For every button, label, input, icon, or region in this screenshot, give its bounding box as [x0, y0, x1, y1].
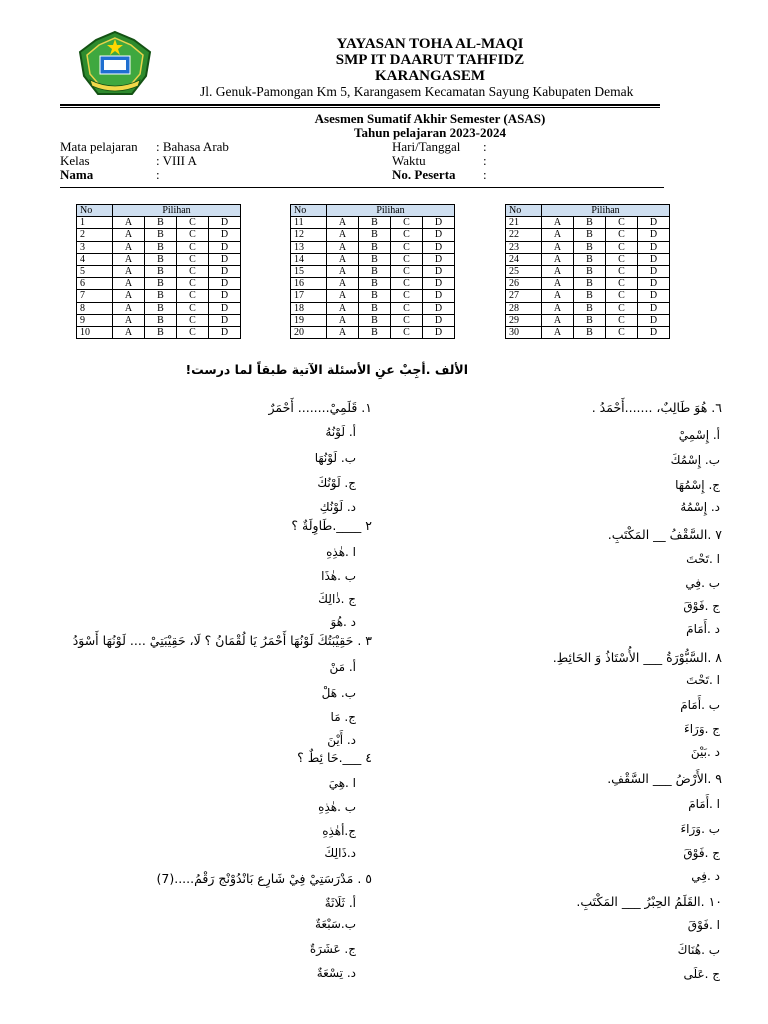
answer-row: [506, 302, 670, 314]
answer-option-d[interactable]: D: [209, 326, 241, 338]
question-10-option[interactable]: ب .هُنَاكَ: [677, 943, 720, 957]
answer-option-b[interactable]: B: [145, 229, 177, 241]
answer-option-a[interactable]: A: [542, 314, 574, 326]
question-7-option[interactable]: ج .فَوْقَ: [683, 599, 720, 613]
answer-option-b[interactable]: B: [145, 326, 177, 338]
answer-option-a[interactable]: A: [113, 278, 145, 290]
answer-option-b[interactable]: B: [145, 302, 177, 314]
answer-option-a[interactable]: A: [542, 290, 574, 302]
question-6-option[interactable]: أ. إِسْمِيْ: [678, 428, 720, 442]
question-9-option[interactable]: ا .أَمَامَ: [688, 797, 720, 811]
question-5-option[interactable]: ب.سَبْعَةٌ: [314, 917, 356, 931]
answer-number: 16: [291, 278, 327, 290]
answer-option-d[interactable]: D: [209, 290, 241, 302]
question-9-option[interactable]: ج .فَوْقَ: [683, 846, 720, 860]
answer-option-d[interactable]: D: [209, 314, 241, 326]
answer-option-d[interactable]: D: [423, 302, 455, 314]
answer-option-a[interactable]: A: [542, 265, 574, 277]
answer-row: [291, 265, 455, 277]
school-logo: [76, 30, 154, 100]
answer-number: 25: [506, 265, 542, 277]
answer-option-a[interactable]: A: [542, 278, 574, 290]
answer-option-d[interactable]: D: [423, 229, 455, 241]
answer-option-d[interactable]: D: [209, 265, 241, 277]
answer-row: [77, 265, 241, 277]
question-2: ٢ ____.طَاوِلَةٌ ؟: [291, 518, 372, 533]
answer-row: [291, 326, 455, 338]
answer-option-d[interactable]: D: [423, 278, 455, 290]
answer-row: [77, 217, 241, 229]
answer-number: 30: [506, 326, 542, 338]
time-label: Waktu: [392, 153, 426, 168]
question-2-option[interactable]: ج .ذٰالِكَ: [318, 592, 356, 606]
exam-title: Asesmen Sumatif Akhir Semester (ASAS): [314, 111, 546, 126]
answer-number: 13: [291, 241, 327, 253]
question-10-option[interactable]: ج .عَلَى: [683, 967, 720, 981]
answer-option-a[interactable]: A: [327, 253, 359, 265]
answer-option-c[interactable]: C: [391, 265, 423, 277]
question-10: ١٠ .القَلَمُ الحِبْرُ ___ المَكْتَبِ.: [576, 894, 722, 909]
question-6-option[interactable]: ب. إِسْمُكَ: [670, 453, 720, 467]
question-3-option[interactable]: أ. مَنْ: [329, 660, 356, 674]
answer-row: [506, 314, 670, 326]
answer-option-a[interactable]: A: [113, 229, 145, 241]
answer-number: 21: [506, 217, 542, 229]
question-3-option[interactable]: د. أَيْنَ: [327, 733, 356, 747]
answer-option-d[interactable]: D: [638, 326, 670, 338]
answer-option-b[interactable]: B: [574, 229, 606, 241]
answer-option-b[interactable]: B: [359, 217, 391, 229]
answer-option-b[interactable]: B: [359, 241, 391, 253]
answer-option-a[interactable]: A: [327, 314, 359, 326]
answer-number: 22: [506, 229, 542, 241]
question-6-option[interactable]: د. إِسْمُهُ: [680, 500, 720, 514]
answer-option-c[interactable]: C: [177, 217, 209, 229]
answer-option-a[interactable]: A: [542, 253, 574, 265]
question-5-option[interactable]: د. تِسْعَةٌ: [316, 966, 356, 980]
participant-label: No. Peserta: [392, 167, 456, 182]
question-1-option[interactable]: ج. لَوْنُكَ: [317, 476, 356, 490]
col-no-header: No: [506, 205, 542, 217]
question-3: ٣ . حَقِيْبَتُكَ لَوْنُهَا أَحْمَرُ يَا لُقْمَانُ ؟ لَا، حَقِيْبَتِيْ .... لَوْنُهَا أَسْوَدُ: [72, 633, 372, 648]
answer-option-c[interactable]: C: [177, 290, 209, 302]
answer-option-c[interactable]: C: [391, 229, 423, 241]
answer-row: [77, 229, 241, 241]
answer-option-b[interactable]: B: [359, 265, 391, 277]
answer-option-a[interactable]: A: [327, 278, 359, 290]
answer-option-b[interactable]: B: [145, 314, 177, 326]
answer-option-d[interactable]: D: [209, 229, 241, 241]
answer-number: 8: [77, 302, 113, 314]
answer-row: [291, 253, 455, 265]
answer-option-c[interactable]: C: [177, 326, 209, 338]
answer-option-c[interactable]: C: [177, 229, 209, 241]
answer-option-b[interactable]: B: [145, 290, 177, 302]
answer-option-b[interactable]: B: [574, 302, 606, 314]
answer-option-d[interactable]: D: [638, 278, 670, 290]
answer-option-b[interactable]: B: [574, 278, 606, 290]
instruction: الألف .أجِبْ عنِ الأسئلة الآتية طبقاً لما درست!: [185, 362, 468, 377]
answer-number: 27: [506, 290, 542, 302]
answer-option-c[interactable]: C: [391, 278, 423, 290]
answer-option-c[interactable]: C: [391, 241, 423, 253]
answer-option-d[interactable]: D: [423, 241, 455, 253]
answer-option-b[interactable]: B: [574, 217, 606, 229]
question-9-option[interactable]: ب .وَرَاءَ: [680, 822, 720, 836]
question-7-option[interactable]: ا .تَحْتَ: [686, 552, 720, 566]
answer-row: [77, 326, 241, 338]
col-no-header: No: [291, 205, 327, 217]
answer-option-c[interactable]: C: [391, 217, 423, 229]
answer-option-d[interactable]: D: [638, 265, 670, 277]
answer-option-a[interactable]: A: [113, 290, 145, 302]
answer-option-a[interactable]: A: [327, 290, 359, 302]
question-3-option[interactable]: ب. هَلْ: [321, 686, 356, 700]
answer-option-c[interactable]: C: [606, 278, 638, 290]
question-6-option[interactable]: ج. إِسْمُهَا: [675, 478, 720, 492]
answer-option-b[interactable]: B: [574, 314, 606, 326]
question-1-option[interactable]: ب. لَوْنُهَا: [314, 451, 356, 465]
answer-option-d[interactable]: D: [423, 290, 455, 302]
answer-option-a[interactable]: A: [327, 265, 359, 277]
answer-row: [506, 326, 670, 338]
answer-row: [506, 241, 670, 253]
answer-option-d[interactable]: D: [209, 217, 241, 229]
answer-number: 11: [291, 217, 327, 229]
answer-number: 12: [291, 229, 327, 241]
answer-option-a[interactable]: A: [327, 229, 359, 241]
answer-number: 29: [506, 314, 542, 326]
answer-option-b[interactable]: B: [574, 253, 606, 265]
name-label: Nama: [60, 167, 94, 182]
answer-option-b[interactable]: B: [359, 326, 391, 338]
exam-year: Tahun pelajaran 2023-2024: [354, 125, 506, 140]
answer-option-d[interactable]: D: [638, 290, 670, 302]
answer-option-a[interactable]: A: [113, 241, 145, 253]
question-4-option[interactable]: ا .هِيَ: [328, 776, 356, 790]
answer-option-b[interactable]: B: [145, 253, 177, 265]
answer-option-a[interactable]: A: [113, 253, 145, 265]
answer-option-a[interactable]: A: [113, 217, 145, 229]
answer-option-d[interactable]: D: [638, 241, 670, 253]
answer-option-a[interactable]: A: [327, 302, 359, 314]
answer-option-c[interactable]: C: [177, 241, 209, 253]
question-8-option[interactable]: ا .تَحْتَ: [686, 673, 720, 687]
answer-option-a[interactable]: A: [113, 326, 145, 338]
question-2-option[interactable]: ب .هٰذَا: [321, 569, 356, 583]
subject-label: Mata pelajaran: [60, 139, 138, 154]
answer-row: [506, 278, 670, 290]
answer-number: 3: [77, 241, 113, 253]
answer-option-a[interactable]: A: [113, 314, 145, 326]
answer-option-b[interactable]: B: [359, 229, 391, 241]
answer-option-c[interactable]: C: [177, 278, 209, 290]
answer-row: [506, 265, 670, 277]
answer-number: 14: [291, 253, 327, 265]
answer-option-b[interactable]: B: [359, 302, 391, 314]
col-choice-header: Pilihan: [113, 205, 241, 217]
foundation-name: YAYASAN TOHA AL-MAQI: [336, 36, 524, 52]
answer-option-a[interactable]: A: [327, 241, 359, 253]
name-value[interactable]: :: [156, 167, 160, 182]
answer-option-a[interactable]: A: [542, 326, 574, 338]
answer-row: [77, 302, 241, 314]
answer-option-d[interactable]: D: [638, 302, 670, 314]
answer-option-a[interactable]: A: [113, 265, 145, 277]
answer-row: [77, 290, 241, 302]
question-10-option[interactable]: ا .فَوْقَ: [687, 918, 720, 932]
answer-row: [506, 229, 670, 241]
answer-option-b[interactable]: B: [359, 314, 391, 326]
subject-value: : Bahasa Arab: [156, 139, 229, 154]
answer-number: 4: [77, 253, 113, 265]
answer-number: 17: [291, 290, 327, 302]
answer-table-3: [505, 204, 670, 339]
answer-option-b[interactable]: B: [145, 241, 177, 253]
answer-number: 15: [291, 265, 327, 277]
question-5-option[interactable]: ج. عَشَرَةٌ: [309, 942, 356, 956]
answer-option-c[interactable]: C: [606, 314, 638, 326]
answer-option-a[interactable]: A: [542, 302, 574, 314]
answer-row: [291, 278, 455, 290]
answer-option-b[interactable]: B: [359, 278, 391, 290]
answer-option-b[interactable]: B: [145, 265, 177, 277]
answer-row: [291, 241, 455, 253]
answer-row: [291, 290, 455, 302]
header-divider-thin: [60, 107, 660, 108]
answer-option-b[interactable]: B: [145, 278, 177, 290]
answer-option-d[interactable]: D: [423, 314, 455, 326]
answer-option-b[interactable]: B: [574, 326, 606, 338]
answer-option-c[interactable]: C: [606, 326, 638, 338]
answer-option-b[interactable]: B: [359, 290, 391, 302]
answer-table-2: [290, 204, 455, 339]
answer-row: [77, 253, 241, 265]
answer-option-d[interactable]: D: [638, 314, 670, 326]
answer-number: 23: [506, 241, 542, 253]
question-1-option[interactable]: أ. لَوْنُهُ: [325, 425, 356, 439]
answer-option-c[interactable]: C: [606, 229, 638, 241]
answer-option-c[interactable]: C: [391, 326, 423, 338]
answer-option-c[interactable]: C: [177, 265, 209, 277]
answer-option-d[interactable]: D: [209, 253, 241, 265]
answer-option-a[interactable]: A: [542, 229, 574, 241]
answer-option-d[interactable]: D: [423, 326, 455, 338]
question-6: ٦. هُوَ طَالِبٌ، .......أَحْمَدُ .: [591, 400, 722, 415]
answer-number: 19: [291, 314, 327, 326]
answer-row: [506, 217, 670, 229]
question-2-option[interactable]: د .هُوَ: [330, 615, 356, 629]
answer-option-b[interactable]: B: [574, 241, 606, 253]
day-label: Hari/Tanggal: [392, 139, 461, 154]
answer-row: [77, 278, 241, 290]
question-4-option[interactable]: ج.أهٰذِهِ: [322, 824, 356, 838]
answer-row: [77, 314, 241, 326]
question-1: ١. قَلَمِيْ........ أَحْمَرٌ: [268, 400, 372, 415]
answer-option-a[interactable]: A: [327, 217, 359, 229]
answer-number: 24: [506, 253, 542, 265]
answer-option-d[interactable]: D: [209, 241, 241, 253]
col-choice-header: Pilihan: [327, 205, 455, 217]
question-4-option[interactable]: ب .هٰذِهِ: [318, 800, 356, 814]
time-value[interactable]: :: [483, 153, 487, 168]
question-4: ٤ ___.حَا ئِطٌ ؟: [297, 750, 372, 765]
answer-option-d[interactable]: D: [423, 265, 455, 277]
answer-row: [506, 290, 670, 302]
question-7-option[interactable]: د .أَمَامَ: [686, 622, 720, 636]
answer-option-c[interactable]: C: [606, 253, 638, 265]
info-divider: [60, 187, 664, 188]
answer-option-c[interactable]: C: [606, 217, 638, 229]
answer-number: 18: [291, 302, 327, 314]
question-1-option[interactable]: د. لَوْنُكِ: [319, 500, 356, 514]
answer-option-b[interactable]: B: [145, 217, 177, 229]
col-choice-header: Pilihan: [542, 205, 670, 217]
answer-option-b[interactable]: B: [574, 290, 606, 302]
answer-option-c[interactable]: C: [606, 241, 638, 253]
answer-option-a[interactable]: A: [542, 241, 574, 253]
answer-option-c[interactable]: C: [391, 253, 423, 265]
question-9: ٩ .الأَرْضُ ___ السَّقْفِ.: [607, 771, 722, 786]
answer-number: 1: [77, 217, 113, 229]
participant-value[interactable]: :: [483, 167, 487, 182]
answer-number: 5: [77, 265, 113, 277]
class-label: Kelas: [60, 153, 90, 168]
answer-option-b[interactable]: B: [359, 253, 391, 265]
answer-option-d[interactable]: D: [209, 302, 241, 314]
school-name: SMP IT DAARUT TAHFIDZ: [335, 52, 525, 68]
answer-row: [291, 229, 455, 241]
answer-number: 9: [77, 314, 113, 326]
question-9-option[interactable]: د .فِي: [691, 869, 720, 883]
answer-option-d[interactable]: D: [638, 253, 670, 265]
answer-number: 26: [506, 278, 542, 290]
answer-number: 28: [506, 302, 542, 314]
answer-row: [291, 302, 455, 314]
answer-option-c[interactable]: C: [177, 253, 209, 265]
answer-option-a[interactable]: A: [327, 326, 359, 338]
question-5: ٥ . مَدْرَسَتِيْ فِيْ شَارِع بَانْدُوْنْج رَقْمُ.....(7): [156, 871, 372, 886]
answer-option-c[interactable]: C: [606, 302, 638, 314]
question-2-option[interactable]: ا .هٰذِهِ: [326, 545, 356, 559]
question-8: ٨ .السَّبُّوْرَةُ ___ الأُسْتَاذُ وَ الحَائِطِ.: [552, 650, 722, 665]
question-4-option[interactable]: د.ذَالِكَ: [324, 846, 356, 860]
question-7-option[interactable]: ب .فِي: [685, 576, 720, 590]
answer-option-d[interactable]: D: [638, 217, 670, 229]
answer-row: [506, 253, 670, 265]
answer-option-c[interactable]: C: [606, 290, 638, 302]
answer-option-d[interactable]: D: [423, 217, 455, 229]
answer-option-c[interactable]: C: [177, 314, 209, 326]
school-address: Jl. Genuk-Pamongan Km 5, Karangasem Kecamatan Sayung Kabupaten Demak: [200, 84, 634, 99]
answer-table-1: [76, 204, 241, 339]
school-city: KARANGASEM: [374, 68, 485, 84]
answer-number: 2: [77, 229, 113, 241]
col-no-header: No: [77, 205, 113, 217]
answer-option-d[interactable]: D: [423, 253, 455, 265]
answer-option-c[interactable]: C: [391, 302, 423, 314]
answer-number: 10: [77, 326, 113, 338]
answer-number: 7: [77, 290, 113, 302]
answer-option-b[interactable]: B: [574, 265, 606, 277]
question-7: ٧ .السَّقْفُ __ المَكْتَبِ.: [607, 527, 722, 542]
answer-number: 6: [77, 278, 113, 290]
question-5-option[interactable]: أ. ثَلَاثَةٌ: [324, 896, 356, 910]
answer-option-c[interactable]: C: [391, 290, 423, 302]
question-8-option[interactable]: ج .وَرَاءَ: [684, 722, 720, 736]
day-value[interactable]: :: [483, 139, 487, 154]
header-divider: [60, 104, 660, 106]
answer-option-c[interactable]: C: [177, 302, 209, 314]
answer-option-c[interactable]: C: [391, 314, 423, 326]
answer-number: 20: [291, 326, 327, 338]
answer-option-c[interactable]: C: [606, 265, 638, 277]
answer-row: [291, 217, 455, 229]
answer-row: [77, 241, 241, 253]
answer-option-d[interactable]: D: [638, 229, 670, 241]
class-value: : VIII A: [156, 153, 197, 168]
answer-row: [291, 314, 455, 326]
answer-option-a[interactable]: A: [113, 302, 145, 314]
answer-option-a[interactable]: A: [542, 217, 574, 229]
question-3-option[interactable]: ج. مَا: [330, 710, 356, 724]
question-8-option[interactable]: ب .أَمَامَ: [680, 698, 720, 712]
answer-option-d[interactable]: D: [209, 278, 241, 290]
question-8-option[interactable]: د .بَيْنَ: [690, 745, 720, 759]
